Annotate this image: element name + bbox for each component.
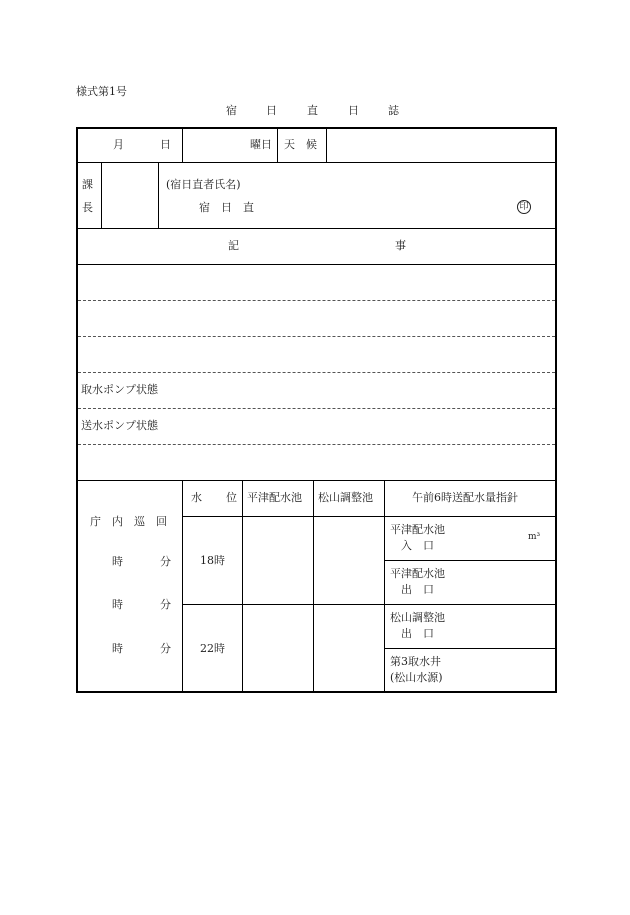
supply-pump-label: 送水ポンプ状態: [81, 419, 158, 432]
row-divider: [76, 480, 557, 481]
meter-item-name: 平津配水池: [390, 523, 445, 536]
col-divider: [242, 480, 243, 693]
meter-item-sub: (松山水源): [390, 671, 443, 684]
title-char: 誌: [388, 104, 399, 117]
title-char: 宿: [226, 104, 237, 117]
row-divider: [182, 516, 557, 517]
dashed-line: [78, 408, 555, 409]
month-label: 月: [113, 138, 124, 151]
patrol-minute: 分: [160, 598, 171, 611]
col-divider: [158, 162, 159, 228]
notes-header-right: 事: [395, 239, 406, 252]
time-22: 22時: [200, 642, 225, 655]
dashed-line: [78, 444, 555, 445]
col-divider: [182, 127, 183, 162]
row-divider: [384, 560, 557, 561]
water-level-header: 位: [226, 491, 237, 504]
row-divider: [384, 648, 557, 649]
time-18: 18時: [200, 554, 225, 567]
title-char: 日: [348, 104, 359, 117]
col-divider: [101, 162, 102, 228]
dashed-line: [78, 336, 555, 337]
meter-header: 午前6時送配水量指針: [412, 491, 518, 504]
patrol-minute: 分: [160, 642, 171, 655]
patrol-label: 庁 内 巡 回: [90, 515, 167, 528]
col-divider: [384, 480, 385, 693]
chief-label: 課: [82, 178, 93, 191]
meter-item-sub: 出 口: [401, 583, 434, 596]
row-divider: [76, 264, 557, 265]
dashed-line: [78, 300, 555, 301]
patrol-minute: 分: [160, 555, 171, 568]
col-divider: [277, 127, 278, 162]
dashed-line: [78, 372, 555, 373]
col-divider: [182, 480, 183, 693]
row-divider: [76, 162, 557, 163]
col-divider: [326, 127, 327, 162]
weather-label: 天 候: [284, 138, 317, 151]
water-level-header: 水: [191, 491, 202, 504]
col-divider: [313, 480, 314, 693]
row-divider: [182, 604, 557, 605]
chief-label: 長: [82, 201, 93, 214]
form-number: 様式第1号: [76, 85, 127, 98]
meter-item-name: 平津配水池: [390, 567, 445, 580]
patrol-hour: 時: [112, 555, 123, 568]
meter-item-sub: 入 口: [401, 539, 434, 552]
title-char: 直: [307, 104, 318, 117]
seal-mark: 印: [517, 200, 531, 214]
row-divider: [76, 228, 557, 229]
matsuyama-column-header: 松山調整池: [318, 491, 373, 504]
duty-person-label: (宿日直者氏名): [166, 178, 241, 191]
day-label: 日: [160, 138, 171, 151]
unit-label: m³: [528, 532, 541, 542]
meter-item-name: 第3取水井: [390, 655, 441, 668]
log-table: [76, 127, 557, 693]
duty-label: 宿 日 直: [199, 201, 254, 214]
title-char: 日: [266, 104, 277, 117]
intake-pump-label: 取水ポンプ状態: [81, 383, 158, 396]
notes-header-left: 記: [228, 239, 239, 252]
meter-item-sub: 出 口: [401, 627, 434, 640]
hiratsu-column-header: 平津配水池: [247, 491, 302, 504]
meter-item-name: 松山調整池: [390, 611, 445, 624]
weekday-label: 曜日: [250, 138, 272, 151]
patrol-hour: 時: [112, 598, 123, 611]
patrol-hour: 時: [112, 642, 123, 655]
